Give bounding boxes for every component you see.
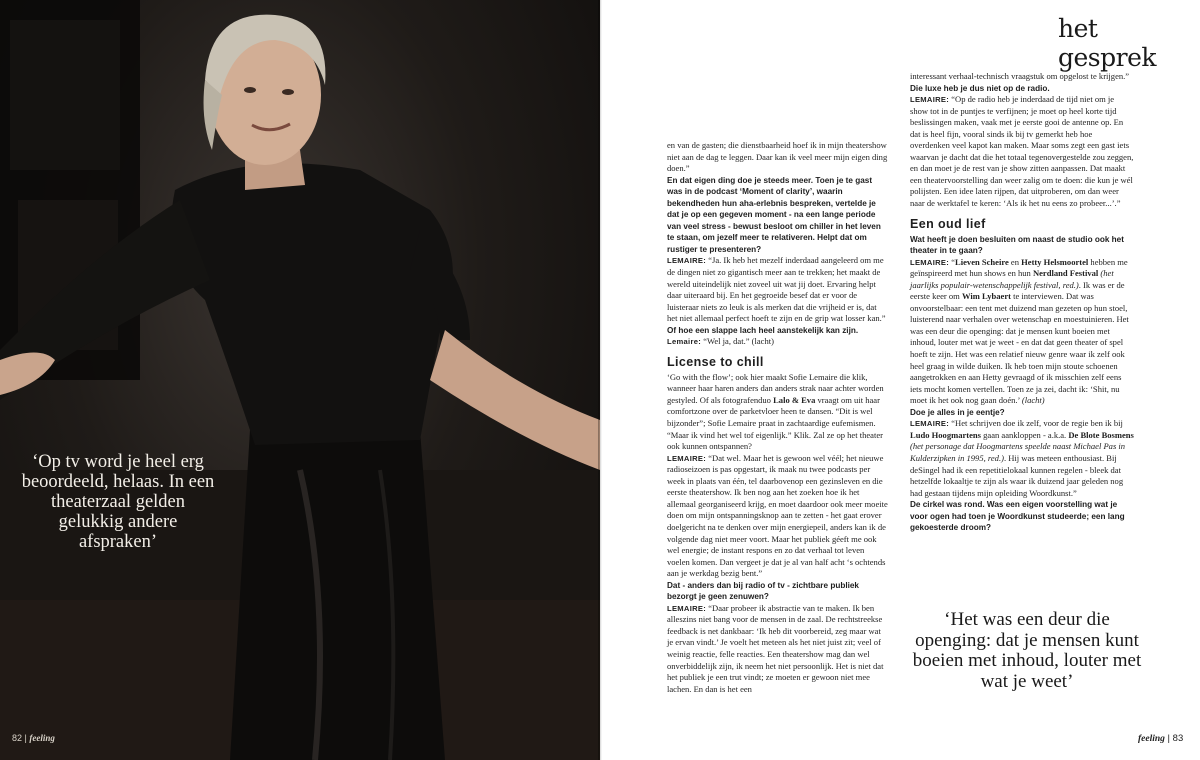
right-folio: feeling | 83	[1138, 733, 1184, 744]
bold-name: Ludo Hoogmartens	[910, 429, 981, 440]
body-text: . Hij was meteen enthousiast. Bij deSingel had ik een repetitielokaal kunnen regelen - bleek dat hetzelfde lokaaltje te zijn als waar ik duizend jaar geleden nog had gestaan tijdens mijn opleiding Woordkunst.”	[910, 452, 1124, 498]
interview-question: Die luxe heb je dus niet op de radio.	[910, 83, 1050, 93]
paragraph-rich	[667, 372, 889, 453]
paragraph-text	[667, 140, 889, 175]
speaker-label: LEMAIRE:	[910, 257, 950, 267]
paragraph-answer	[910, 94, 1134, 209]
interview-question: En dat eigen ding doe je steeds meer. Toen je te gast was in de podcast ‘Moment of clarity’, waarin bekendheden hun aha-erlebnis bespreken, vertelde je dat je op een gegeven moment - na een lange periode van veel stress - bewust besloot om chiller in het leven te staan, om jezelf meer te relativeren. Helpt dat om rustiger te presenteren?	[667, 175, 881, 254]
paragraph-rich	[910, 257, 1134, 407]
body-text: en	[1008, 256, 1022, 267]
speaker-label: LEMAIRE:	[910, 419, 950, 429]
editor-note: (het personage dat Hoogmartens speelde naast Michael Pas in Kulderzipken in 1995, red.)	[910, 441, 1126, 463]
paragraph-rich	[910, 418, 1134, 499]
answer-text: “Wel ja, dat.” (lacht)	[703, 336, 774, 347]
right-pull-quote: ‘Het was een deur die openging: dat je mensen kunt boeien met inhoud, louter met wat je weet’	[912, 609, 1142, 692]
interview-question: De cirkel was rond. Was een eigen voorstelling wat je voor ogen had toen je Woordkunst studeerde; een lang gekoesterde droom?	[910, 500, 1125, 533]
interview-question: Of hoe een slappe lach heel aanstekelijk kan zijn.	[667, 325, 859, 335]
body-text: . Ik was er de eerste keer om	[910, 279, 1125, 302]
editor-note: (het jaarlijks populair-wetenschappelijk festival, red.)	[910, 268, 1114, 290]
article-column-2	[910, 71, 1134, 534]
bold-name: Hetty Helsmoortel	[1021, 256, 1089, 267]
body-text: interessant verhaal-technisch vraagstuk om opgelost te krijgen.”	[910, 71, 1130, 81]
right-magazine-name: feeling	[1138, 734, 1165, 744]
body-text: gaan aankloppen - a.k.a.	[981, 429, 1069, 440]
answer-text: “Ja. Ik heb het mezelf inderdaad aangeleerd om me de dingen niet zo gigantisch meer aan te trekken; het maakt de wereld uiteindelijk niet zoveel uit wat jij doet. Ervaring helpt daar uiteraard bij. En het gegroeide besef dat er voor de luisteraar niets zo leuk is als merken dat die vrijheid er is, dat het niet allemaal perfect hoeft te zijn en de grip wat losser kan.”	[667, 255, 886, 324]
paragraph-question	[667, 325, 889, 337]
article-column-1	[667, 140, 889, 695]
bold-name: De Blote Bosmens	[1068, 429, 1134, 440]
left-magazine-name: feeling	[29, 733, 55, 743]
section-rubric: het gesprek	[1058, 14, 1157, 72]
bold-name: Lieven Scheire	[955, 256, 1009, 267]
body-text: hebben me geïnspireerd met hun shows en hun	[910, 256, 1128, 279]
editor-note: (lacht)	[1021, 395, 1045, 406]
paragraph-answer	[667, 255, 889, 324]
section-heading: License to chill	[667, 354, 764, 369]
body-text: ‘Go with the flow’; ook hier maakt Sofie Lemaire die klik, wanneer haar haren anders dan anders strak naar achter worden gestyled. Of als fotografenduo	[667, 371, 884, 405]
left-pull-quote: ‘Op tv word je heel erg beoordeeld, helaas. In een theaterzaal gelden gelukkig andere afspraken’	[21, 452, 215, 552]
body-text: “	[951, 256, 956, 267]
paragraph-question	[667, 175, 889, 256]
answer-text: “Daar probeer ik abstractie van te maken. Ik ben alleszins niet bang voor de mensen in de zaal. De rechtstreekse feedback is net dankbaar: ‘Ik heb dit voorbereid, zeg maar wat je ervan vindt.’ Je voelt het meteen als het niet juist zit; veel of weinig reactie, felle reacties. Een theatershow mag dan wel onverbiddelijk zijn, ik neem het niet persoonlijk. Het is niet dat het publiek je een trut vindt; ze moeten er gewoon niet mee lachen. En dan is het een	[667, 602, 884, 694]
body-text: te interviewen. Dat was onvoorstelbaar: een tent met duizend man gezeten op hun stoel, luisterend naar verhalen over wetenschap en moestuinieren. Het was een deur die openging: dat je mensen kunt boeien met inhoud, louter met wat je weet - en dat dat geen theater of spel hoeft te zijn. Het was een relatief nieuw genre waar ik zelf ook heel graag in wilde duiken. Ik heb toen mijn stoute schoenen aangetrokken en aan Hetty gevraagd of ik misschien zelf eens iets mocht komen vertellen. Toen ze ja zei, dacht ik: ‘Shit, nu moet ik het ook nog gaan doén.’	[910, 291, 1129, 406]
body-text: “Het schrijven doe ik zelf, voor de regie ben ik bij	[951, 418, 1123, 429]
spread-gutter	[598, 0, 602, 760]
paragraph-answer	[667, 453, 889, 580]
paragraph-question	[910, 234, 1134, 257]
answer-text: “Dat wel. Maar het is gewoon wel véél; het nieuwe radioseizoen is pas opgestart, ik maak nu twee podcasts per week in plaats van één, tel daarbovenop een gezinsleven en die eerste theatershow. Ik ben nog aan het zoeken hoe ik het allemaal georganiseerd krijg, en moet daardoor ook meer moeite doen om mijn ontspanningsknop aan te zetten - het gaat erover doelgericht na te denken over mijn energiepeil, anders kan ik de volgende dag niet meer voort. Maar het publiek géeft me ook wel energie; de instant respons en zo dat verhaal tot leven voelen komen. Dan vergeet je dat je al van half acht ‘s ochtends aan je werkdag bezig bent.”	[667, 452, 888, 579]
bold-name: Lalo & Eva	[773, 394, 816, 405]
left-folio: 82 | feeling	[12, 733, 55, 743]
body-text: vraagt om uit haar comfortzone over de parketvloer heen te dansen. “Dit is wel bijzonder”; Sofie Lemaire praat in zachtaardige eufemismen. “Maar ik vind het wel tof eigenlijk.” Klik. Zal ze op het theater ook kunnen ontspannen?	[667, 394, 883, 452]
speaker-label: Lemaire:	[667, 337, 702, 347]
speaker-label: LEMAIRE:	[667, 256, 707, 266]
paragraph-text	[910, 71, 1134, 83]
bold-name: Wim Lybaert	[961, 291, 1011, 302]
interview-question: Doe je alles in je eentje?	[910, 407, 1005, 417]
left-page-number: 82	[12, 733, 23, 743]
paragraph-question	[667, 580, 889, 603]
paragraph-answer	[667, 336, 889, 348]
speaker-label: LEMAIRE:	[667, 603, 707, 613]
paragraph-answer	[667, 603, 889, 695]
speaker-label: LEMAIRE:	[667, 453, 707, 463]
speaker-label: LEMAIRE:	[910, 95, 950, 105]
interview-question: Wat heeft je doen besluiten om naast de studio ook het theater in te gaan?	[910, 234, 1124, 256]
interview-question: Dat - anders dan bij radio of tv - zichtbare publiek bezorgt je geen zenuwen?	[667, 580, 859, 602]
section-heading: Een oud lief	[910, 216, 986, 231]
paragraph-question	[910, 407, 1134, 419]
body-text: en van de gasten; die dienstbaarheid hoef ik in mijn theatershow niet aan de dag te leggen. Daar kan ik veel meer mijn eigen ding doen.”	[667, 140, 888, 174]
paragraph-question	[910, 499, 1134, 534]
bold-name: Nerdland Festival	[1032, 268, 1099, 279]
right-page-number: 83	[1172, 733, 1184, 744]
answer-text: “Op de radio heb je inderdaad de tijd niet om je show tot in de puntjes te verfijnen; je moet op heel korte tijd beslissingen maken, vaak met je eerste gooi de antenne op. En dat is heel fijn, vooral sinds ik bij tv gemerkt heb hoe overdenken veel kapot kan maken. Maar soms zegt een gast iets waarvan je dacht dat die het totaal tegenovergestelde zou zeggen, en dan moet je de rest van je show zitten aanpassen. Dat maakt een theatervoorstelling dan weer zalig om te doen: die kun je wél polijsten. Een idee laten rijpen, dat uitproberen, om dan weer naar de werktafel te keren: ‘Als ik het nu eens zo probeer...’.”	[910, 94, 1134, 209]
paragraph-question	[910, 83, 1134, 95]
